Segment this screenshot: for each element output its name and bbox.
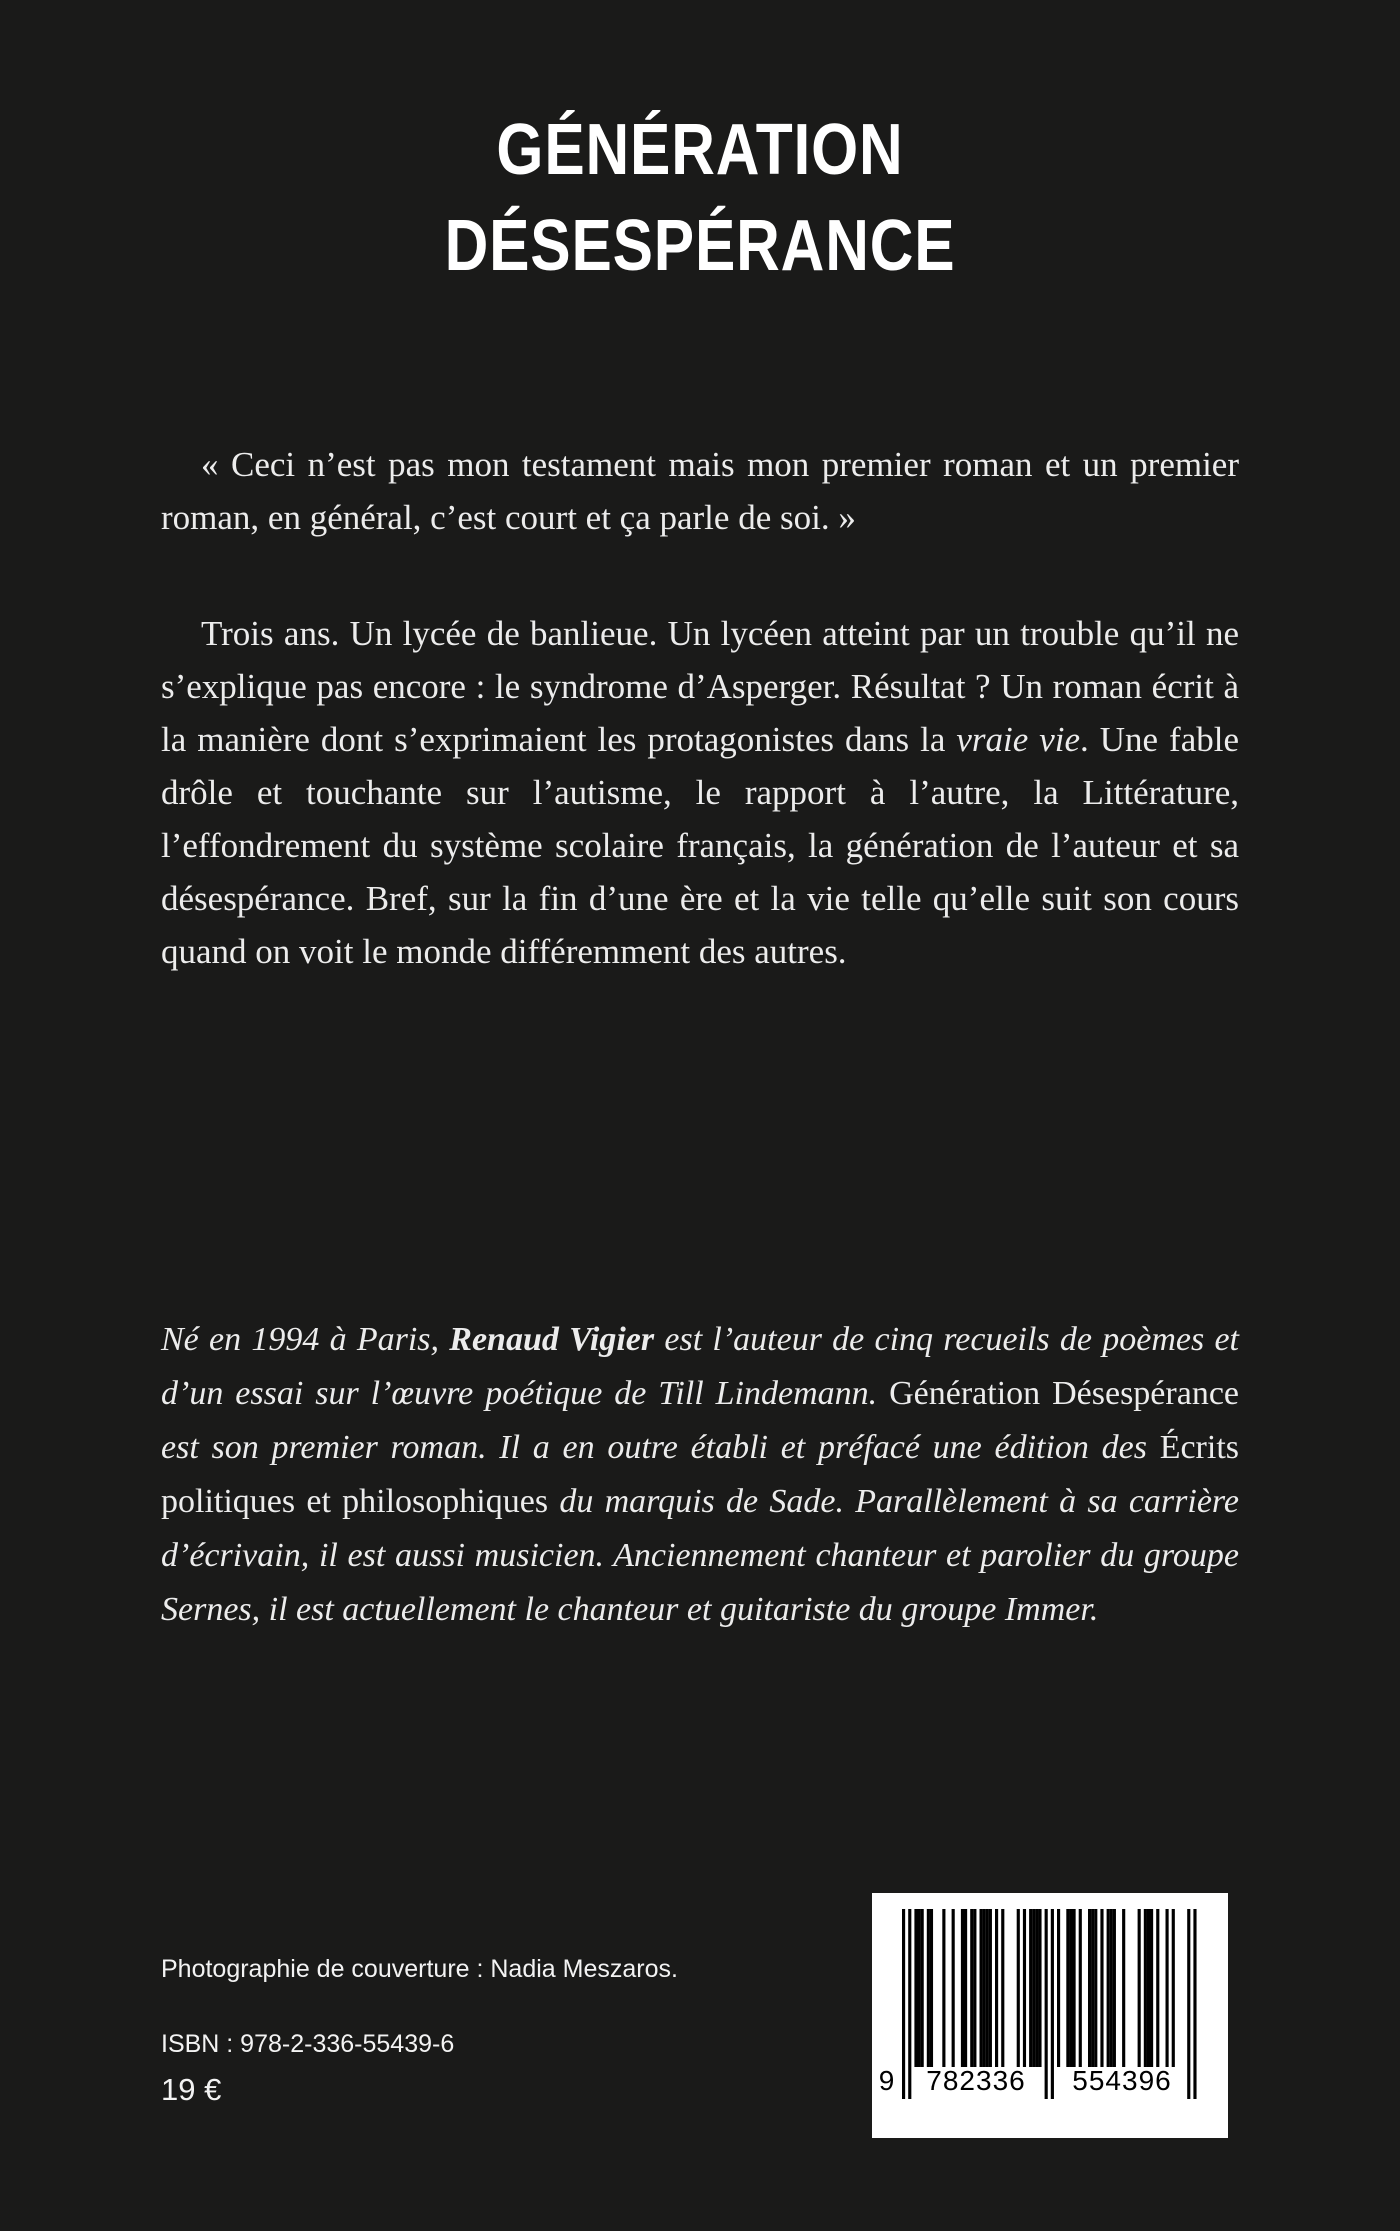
synopsis [161,607,1239,978]
author-bio [161,1313,1239,1637]
book-title-mention: Génération Désespérance [889,1375,1239,1412]
synopsis-text-2: . Une fable drôle et touchante sur l’autisme, le rapport à l’autre, la Littérature, l’effondrement du système scolaire français, la génération de l’auteur et sa désespérance. Bref, sur la fin d’une ère et la vie telle qu’elle suit son cours quand on voit le monde différemment des autres. [161,720,1239,971]
synopsis-text-1: Trois ans. Un lycée de banlieue. Un lycéen atteint par un trouble qu’il ne s’explique pas encore : le syndrome d’Asperger. Résultat ? Un roman écrit à la manière dont s’exprimaient les protagonistes dans la [161,614,1239,759]
author-name: Renaud Vigier [449,1321,655,1358]
book-title [112,102,1288,294]
barcode-digit-first: 9 [878,2065,896,2096]
barcode-digits-right: 554396 [1072,2065,1172,2096]
barcode [872,1893,1228,2138]
price: 19 € [161,2072,222,2107]
bio-text-1: Né en 1994 à Paris, [161,1321,450,1358]
isbn: ISBN : 978-2-336-55439-6 [161,2030,455,2058]
photo-credit: Photographie de couverture : Nadia Meszaros. [161,1955,678,1983]
title-line-2: DÉSESPÉRANCE [444,206,956,286]
bio-text-2: est l’auteur de cinq recueils de poèmes et d’un essai sur l’œuvre poétique de Till Lindemann. [161,1321,1239,1412]
barcode-digits-left: 782336 [926,2065,1026,2096]
synopsis-italic: vraie vie [956,720,1081,759]
bio-text-3: est son premier roman. Il a en outre établi et préfacé une édition des [161,1429,1160,1466]
bio-text-4: du marquis de Sade. Parallèlement à sa carrière d’écrivain, il est aussi musicien. Anciennement chanteur et parolier du groupe Sernes, il est actuellement le chanteur et guitariste du groupe Immer. [161,1483,1239,1628]
title-line-1: GÉNÉRATION [496,110,904,190]
other-work-title: Écrits politiques et philosophiques [161,1429,1239,1520]
author-quote: « Ceci n’est pas mon testament mais mon premier roman et un premier roman, en général, c’est court et ça parle de soi. » [161,445,1239,537]
